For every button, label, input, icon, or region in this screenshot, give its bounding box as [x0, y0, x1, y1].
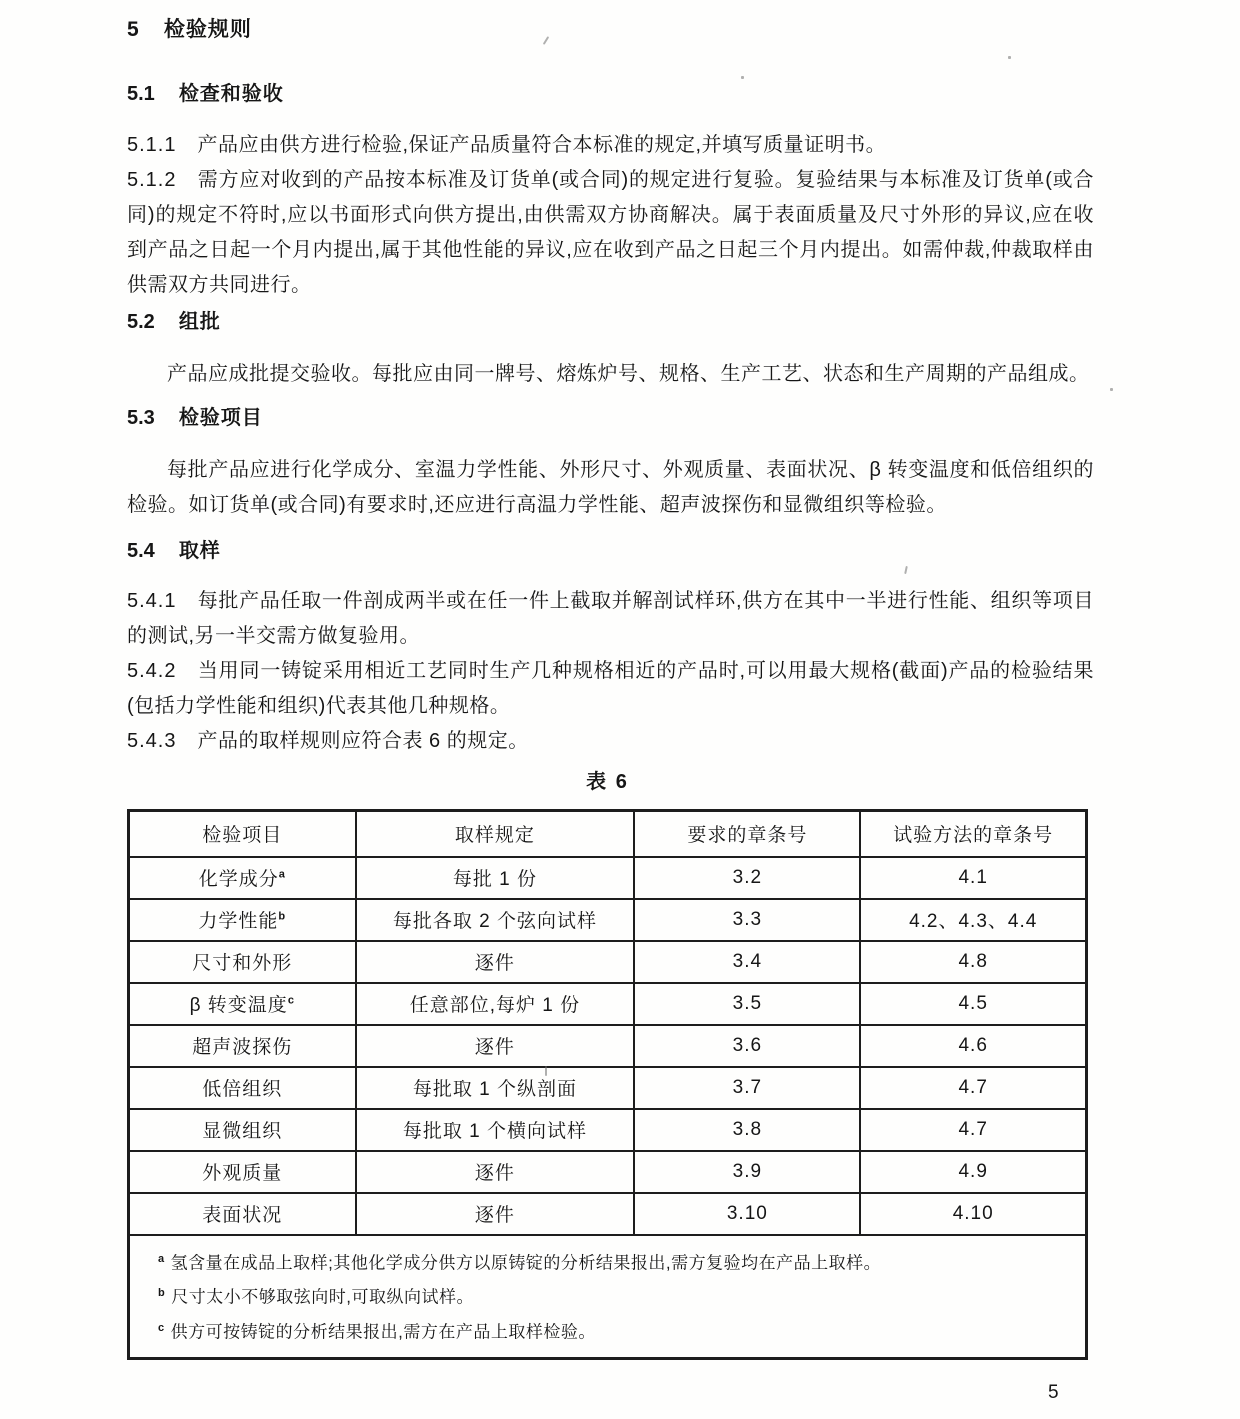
- table-cell: 4.6: [860, 1025, 1086, 1067]
- table-cell: 3.4: [634, 941, 860, 983]
- paragraph-5-2-body: [127, 357, 1094, 392]
- table-row: [129, 1025, 1087, 1067]
- table-row: [129, 941, 1087, 983]
- table-footnote-b: [158, 1278, 1069, 1313]
- table-cell: 3.9: [634, 1151, 860, 1193]
- scan-artifact: [741, 76, 744, 79]
- scan-artifact: [1110, 388, 1113, 391]
- table-cell: [129, 1193, 356, 1235]
- table-footnotes-row: [129, 1235, 1087, 1359]
- table-cell: 每批各取 2 个弦向试样: [356, 899, 635, 941]
- section-number: 5: [127, 18, 139, 41]
- column-header-item: 检验项目: [129, 811, 356, 857]
- table-row: [129, 983, 1087, 1025]
- clause-text: 当用同一铸锭采用相近工艺同时生产几种规格相近的产品时,可以用最大规格(截面)产品的检验结果(包括力学性能和组织)代表其他几种规格。: [127, 660, 1094, 717]
- table-footnotes: [129, 1235, 1087, 1359]
- paragraph-5-4-2: [127, 654, 1094, 724]
- heading-5-1: [127, 81, 1094, 108]
- clause-text: 产品应成批提交验收。每批应由同一牌号、熔炼炉号、规格、生产工艺、状态和生产周期的产品组成。: [167, 363, 1090, 385]
- item-label: 表面状况: [202, 1205, 283, 1226]
- table-cell: 逐件: [356, 941, 635, 983]
- footnote-marker: b: [278, 910, 287, 923]
- column-header-test-method-clause: 试验方法的章条号: [860, 811, 1086, 857]
- table-row: [129, 1193, 1087, 1235]
- item-label: 显微组织: [202, 1121, 283, 1142]
- table-6-container: [127, 768, 1088, 1360]
- heading-5-3: [127, 405, 1094, 432]
- paragraph-5-3-body: [127, 453, 1094, 523]
- scan-artifact: [1008, 56, 1011, 59]
- table-cell: 4.10: [860, 1193, 1086, 1235]
- table-cell: 3.7: [634, 1067, 860, 1109]
- table-cell: [129, 1025, 356, 1067]
- heading-5-2: [127, 309, 1094, 336]
- item-label: 化学成分: [198, 869, 279, 890]
- table-row: [129, 857, 1087, 899]
- table-cell: 逐件: [356, 1025, 635, 1067]
- item-label: 外观质量: [202, 1163, 283, 1184]
- clause-text: 每批产品应进行化学成分、室温力学性能、外形尺寸、外观质量、表面状况、β 转变温度和低倍组织的检验。如订货单(或合同)有要求时,还应进行高温力学性能、超声波探伤和显微组织等检验。: [127, 459, 1094, 516]
- footnote-text: 尺寸太小不够取弦向时,可取纵向试样。: [171, 1287, 474, 1307]
- footnote-marker: a: [158, 1252, 165, 1265]
- item-label: 力学性能: [198, 911, 279, 932]
- clause-number: 5.1.2: [127, 169, 177, 191]
- table-6-caption: 表 6: [586, 771, 629, 793]
- section-number: 5.1: [127, 83, 155, 105]
- clause-text: 产品应由供方进行检验,保证产品质量符合本标准的规定,并填写质量证明书。: [197, 134, 887, 156]
- table-cell: [129, 1151, 356, 1193]
- table-cell: 每批 1 份: [356, 857, 635, 899]
- section-title: 检验项目: [178, 407, 263, 429]
- footnote-marker: c: [287, 994, 295, 1007]
- clause-number: 5.1.1: [127, 134, 177, 156]
- section-title: 检验规则: [163, 18, 252, 41]
- footnote-marker: a: [278, 868, 286, 881]
- table-cell: 任意部位,每炉 1 份: [356, 983, 635, 1025]
- table-cell: [129, 1109, 356, 1151]
- clause-number: 5.4.1: [127, 590, 177, 612]
- table-cell: 4.9: [860, 1151, 1086, 1193]
- table-cell: 4.7: [860, 1067, 1086, 1109]
- table-row: [129, 1067, 1087, 1109]
- item-label: β 转变温度: [189, 995, 288, 1016]
- clause-number: 5.4.3: [127, 730, 177, 752]
- table-cell: 3.3: [634, 899, 860, 941]
- table-row: [129, 1109, 1087, 1151]
- section-number: 5.2: [127, 311, 155, 333]
- column-header-requirement-clause: 要求的章条号: [634, 811, 860, 857]
- table-cell: 每批取 1 个纵剖面: [356, 1067, 635, 1109]
- heading-5-4: [127, 538, 1094, 565]
- clause-text: 需方应对收到的产品按本标准及订货单(或合同)的规定进行复验。复验结果与本标准及订货单(或合同)的规定不符时,应以书面形式向供方提出,由供需双方协商解决。属于表面质量及尺寸外形的异议,应在收到产品之日起一个月内提出,属于其他性能的异议,应在收到产品之日起三个月内提出。如需仲裁,仲裁取样由供需双方共同进行。: [127, 169, 1094, 296]
- section-title: 取样: [178, 540, 221, 562]
- clause-text: 每批产品任取一件剖成两半或在任一件上截取并解剖试样环,供方在其中一半进行性能、组织等项目的测试,另一半交需方做复验用。: [127, 590, 1094, 647]
- clause-text: 产品的取样规则应符合表 6 的规定。: [197, 730, 529, 752]
- paragraph-5-1-2: [127, 163, 1094, 303]
- table-cell: 4.2、4.3、4.4: [860, 899, 1086, 941]
- paragraph-5-4-1: [127, 584, 1094, 654]
- table-row: [129, 1151, 1087, 1193]
- column-header-sampling: 取样规定: [356, 811, 635, 857]
- paragraph-5-4-3: [127, 724, 1094, 759]
- table-header-row: [129, 811, 1087, 857]
- table-cell: 逐件: [356, 1151, 635, 1193]
- footnote-marker: c: [158, 1321, 165, 1334]
- section-number: 5.3: [127, 407, 155, 429]
- table-cell: [129, 983, 356, 1025]
- heading-5: [127, 16, 1094, 44]
- table-footnote-a: [158, 1244, 1069, 1279]
- table-cell: 4.8: [860, 941, 1086, 983]
- table-cell: [129, 1067, 356, 1109]
- item-label: 超声波探伤: [192, 1037, 293, 1058]
- sampling-rules-table: [127, 809, 1088, 1360]
- table-cell: 4.7: [860, 1109, 1086, 1151]
- section-number: 5.4: [127, 540, 155, 562]
- clause-number: 5.4.2: [127, 660, 177, 682]
- table-cell: 3.8: [634, 1109, 860, 1151]
- table-cell: [129, 899, 356, 941]
- item-label: 尺寸和外形: [192, 953, 293, 974]
- table-row: [129, 899, 1087, 941]
- table-footnote-c: [158, 1313, 1069, 1348]
- footnote-text: 供方可按铸锭的分析结果报出,需方在产品上取样检验。: [170, 1322, 596, 1342]
- section-title: 组批: [178, 311, 221, 333]
- paragraph-5-1-1: [127, 128, 1094, 163]
- footnote-marker: b: [158, 1287, 166, 1300]
- table-cell: 逐件: [356, 1193, 635, 1235]
- footnote-text: 氢含量在成品上取样;其他化学成分供方以原铸锭的分析结果报出,需方复验均在产品上取样。: [170, 1253, 882, 1273]
- section-title: 检查和验收: [178, 83, 284, 105]
- table-cell: 4.5: [860, 983, 1086, 1025]
- table-cell: [129, 857, 356, 899]
- table-cell: 4.1: [860, 857, 1086, 899]
- table-cell: 每批取 1 个横向试样: [356, 1109, 635, 1151]
- table-cell: 3.2: [634, 857, 860, 899]
- page-number: 5: [1048, 1382, 1059, 1403]
- table-cell: 3.5: [634, 983, 860, 1025]
- item-label: 低倍组织: [202, 1079, 283, 1100]
- table-cell: 3.10: [634, 1193, 860, 1235]
- scan-artifact: [545, 1066, 547, 1076]
- table-cell: [129, 941, 356, 983]
- table-cell: 3.6: [634, 1025, 860, 1067]
